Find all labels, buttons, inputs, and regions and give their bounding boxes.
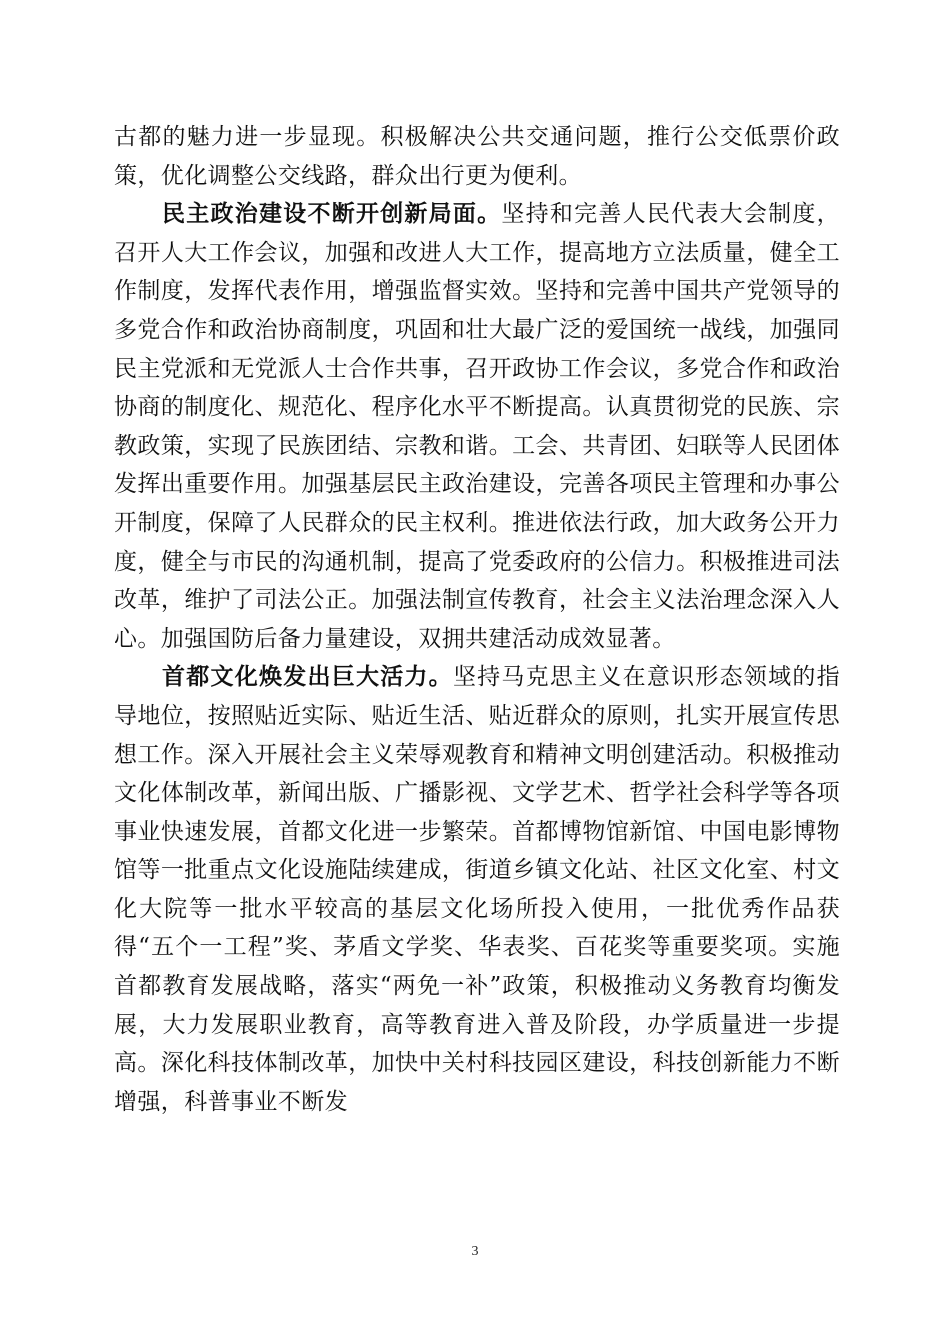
paragraph-heading: 首都文化焕发出巨大活力。 [162,664,453,691]
page-number: 3 [471,1244,479,1259]
paragraph-text: 坚持和完善人民代表大会制度，召开人大工作会议，加强和改进人大工作，提高地方立法质量，健全工作制度，发挥代表作用，增强监督实效。坚持和完善中国共产党领导的多党合作和政治协商制度，巩固和壮大最广泛的爱国统一战线，加强同民主党派和无党派人士合作共事，召开政协工作会议，多党合作和政治协商的制度化、规范化、程序化水平不断提高。认真贯彻党的民族、宗教政策，实现了民族团结、宗教和谐。工会、共青团、妇联等人民团体发挥出重要作用。加强基层民主政治建设，完善各项民主管理和办事公开制度，保障了人民群众的民主权利。推进依法行政，加大政务公开力度，健全与市民的沟通机制，提高了党委政府的公信力。积极推进司法改革，维护了司法公正。加强法制宣传教育，社会主义法治理念深入人心。加强国防后备力量建设，双拥共建活动成效显著。 [114,201,840,652]
paragraph-heading: 民主政治建设不断开创新局面。 [162,201,502,228]
document-body [114,118,840,1121]
paragraph-text: 坚持马克思主义在意识形态领域的指导地位，按照贴近实际、贴近生活、贴近群众的原则，扎实开展宣传思想工作。深入开展社会主义荣辱观教育和精神文明创建活动。积极推动文化体制改革，新闻出版、广播影视、文学艺术、哲学社会科学等各项事业快速发展，首都文化进一步繁荣。首都博物馆新馆、中国电影博物馆等一批重点文化设施陆续建成，街道乡镇文化站、社区文化室、村文化大院等一批水平较高的基层文化场所投入使用，一批优秀作品获得“五个一工程”奖、茅盾文学奖、华表奖、百花奖等重要奖项。实施首都教育发展战略，落实“两免一补”政策，积极推动义务教育均衡发展，大力发展职业教育，高等教育进入普及阶段，办学质量进一步提高。深化科技体制改革，加快中关村科技园区建设，科技创新能力不断增强，科普事业不断发 [114,664,840,1115]
paragraph-continuation [114,118,840,195]
paragraph-democratic-politics [114,195,840,658]
paragraph-capital-culture [114,658,840,1121]
paragraph-text: 古都的魅力进一步显现。积极解决公共交通问题，推行公交低票价政策，优化调整公交线路，群众出行更为便利。 [114,124,840,189]
